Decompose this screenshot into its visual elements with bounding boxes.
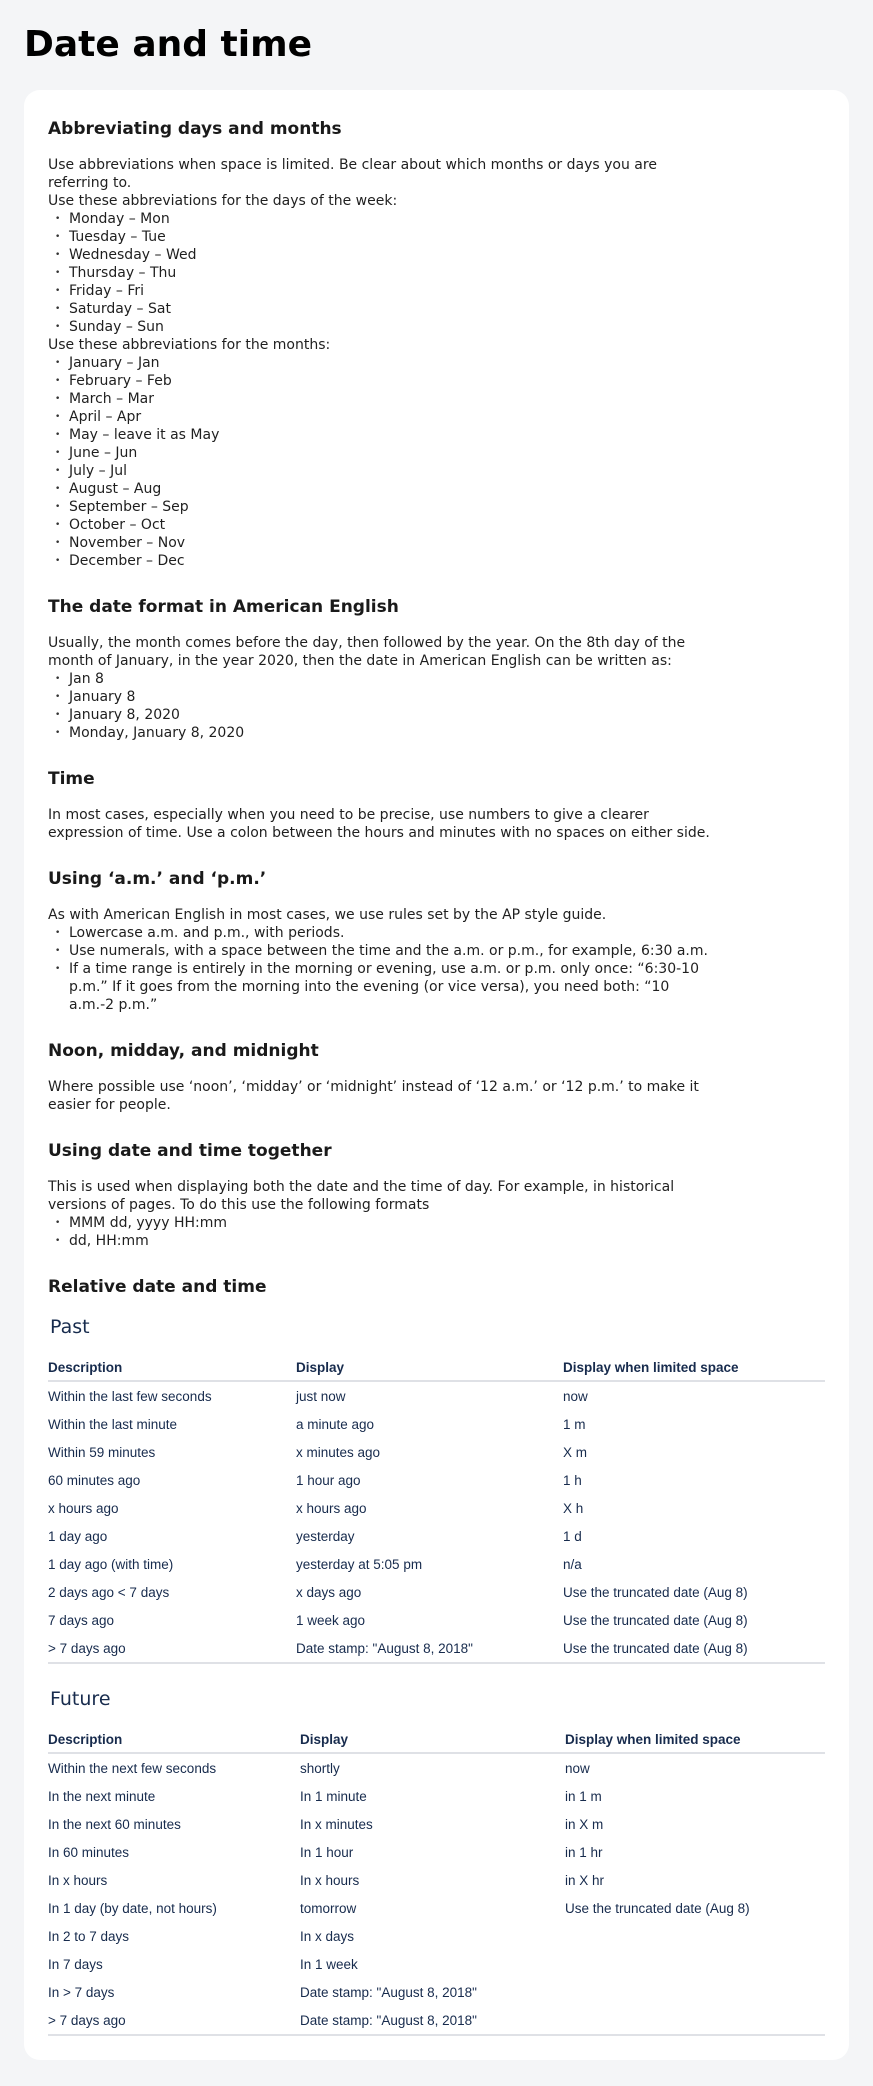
past-table	[48, 1352, 825, 1664]
content-card	[24, 90, 849, 2060]
table-cell	[565, 1922, 825, 1950]
page-title: Date and time	[24, 24, 313, 65]
table-cell: a minute ago	[296, 1416, 375, 1432]
table-cell: now	[565, 1760, 590, 1776]
list-item: • Saturday – Sat	[48, 300, 715, 318]
table-row	[48, 2006, 825, 2035]
table-row	[48, 1838, 825, 1866]
list-item: • May – leave it as May	[48, 426, 715, 444]
table-cell: 60 minutes ago	[48, 1472, 141, 1488]
list-item: • January – Jan	[48, 354, 715, 372]
table-row	[48, 1381, 825, 1410]
paragraph: Use abbreviations when space is limited. Be clear about which months or days you are referring to.	[48, 157, 657, 191]
list-item: • Monday, January 8, 2020	[48, 724, 715, 742]
table-cell: In x minutes	[300, 1816, 373, 1832]
table-cell: yesterday at 5:05 pm	[296, 1556, 423, 1572]
table-cell: Use the truncated date (Aug 8)	[563, 1584, 748, 1600]
list-item: • June – Jun	[48, 444, 715, 462]
table-cell: x minutes ago	[296, 1444, 381, 1460]
table-cell: 1 m	[563, 1416, 586, 1432]
future-table-title: Future	[50, 1688, 111, 1710]
column-header: Display when limited space	[563, 1352, 825, 1381]
table-row	[48, 1494, 825, 1522]
table-row	[48, 1634, 825, 1663]
table-cell: Within the last minute	[48, 1416, 178, 1432]
table-cell: Use the truncated date (Aug 8)	[565, 1900, 750, 1916]
table-cell: Within the last few seconds	[48, 1388, 212, 1404]
list-item: • Lowercase a.m. and p.m., with periods.	[48, 924, 715, 942]
table-cell	[565, 1978, 825, 2006]
table-row	[48, 1950, 825, 1978]
column-header: Description	[48, 1724, 300, 1753]
list-item: • October – Oct	[48, 516, 715, 534]
table-row	[48, 1978, 825, 2006]
section-abbreviations	[48, 118, 825, 570]
section-am-pm	[48, 868, 825, 1014]
table-cell: In x days	[300, 1928, 355, 1944]
list-item: • Wednesday – Wed	[48, 246, 715, 264]
section-date-time-together	[48, 1140, 825, 1250]
table-cell: yesterday	[296, 1528, 355, 1544]
list-item: • February – Feb	[48, 372, 715, 390]
section-heading: Using date and time together	[48, 1141, 332, 1161]
list-item: • July – Jul	[48, 462, 715, 480]
table-cell: In x hours	[48, 1872, 108, 1888]
section-american-date-format	[48, 596, 825, 742]
future-table	[48, 1724, 825, 2036]
table-cell: In 1 minute	[300, 1788, 367, 1804]
table-row	[48, 1410, 825, 1438]
table-cell: 2 days ago < 7 days	[48, 1584, 170, 1600]
date-format-list	[48, 670, 825, 742]
table-row	[48, 1894, 825, 1922]
list-item: • dd, HH:mm	[48, 1232, 715, 1250]
table-cell: n/a	[563, 1556, 582, 1572]
section-relative	[48, 1276, 825, 1298]
table-cell: In 7 days	[48, 1956, 103, 1972]
table-cell: Date stamp: "August 8, 2018"	[300, 1984, 477, 2000]
list-item: • December – Dec	[48, 552, 715, 570]
paragraph: Use these abbreviations for the days of the week:	[48, 193, 398, 209]
am-pm-list	[48, 924, 825, 1014]
months-list	[48, 354, 825, 570]
table-cell: x hours ago	[296, 1500, 367, 1516]
table-row	[48, 1438, 825, 1466]
list-item: • Thursday – Thu	[48, 264, 715, 282]
table-cell: x days ago	[296, 1584, 362, 1600]
column-header: Display when limited space	[565, 1724, 825, 1753]
table-cell: 1 hour ago	[296, 1472, 361, 1488]
table-cell: Within the next few seconds	[48, 1760, 217, 1776]
table-cell: > 7 days ago	[48, 2006, 300, 2035]
column-header: Display	[300, 1724, 565, 1753]
table-cell: 1 day ago	[48, 1528, 108, 1544]
table-cell: Date stamp: "August 8, 2018"	[300, 2006, 565, 2035]
table-header-row	[48, 1724, 825, 1753]
table-cell: In 1 hour	[300, 1844, 354, 1860]
table-cell: In the next 60 minutes	[48, 1816, 181, 1832]
table-row	[48, 1466, 825, 1494]
table-cell: In 1 day (by date, not hours)	[48, 1900, 217, 1916]
section-heading: Time	[48, 769, 95, 789]
table-row	[48, 1866, 825, 1894]
list-item: • September – Sep	[48, 498, 715, 516]
table-cell: shortly	[300, 1760, 340, 1776]
table-cell: 1 week ago	[296, 1612, 366, 1628]
column-header: Display	[296, 1352, 563, 1381]
table-cell: In x hours	[300, 1872, 360, 1888]
table-row	[48, 1810, 825, 1838]
list-item: • MMM dd, yyyy HH:mm	[48, 1214, 715, 1232]
table-row	[48, 1578, 825, 1606]
table-cell: x hours ago	[48, 1500, 119, 1516]
table-cell: In 1 week	[300, 1956, 358, 1972]
table-cell: just now	[296, 1388, 346, 1404]
table-cell: Date stamp: "August 8, 2018"	[296, 1634, 563, 1663]
format-list	[48, 1214, 825, 1250]
past-table-title: Past	[50, 1316, 90, 1338]
table-cell: In > 7 days	[48, 1984, 115, 2000]
table-row	[48, 1550, 825, 1578]
table-cell: > 7 days ago	[48, 1634, 296, 1663]
table-cell: In the next minute	[48, 1788, 156, 1804]
table-cell: 1 h	[563, 1472, 582, 1488]
paragraph: As with American English in most cases, we use rules set by the AP style guide.	[48, 907, 607, 923]
table-row	[48, 1922, 825, 1950]
list-item: • Jan 8	[48, 670, 715, 688]
section-heading: Relative date and time	[48, 1277, 267, 1297]
days-list	[48, 210, 825, 336]
paragraph: Where possible use ‘noon’, ‘midday’ or ‘midnight’ instead of ‘12 a.m.’ or ‘12 p.m.’ to make it easier for people.	[48, 1079, 699, 1113]
list-item: • March – Mar	[48, 390, 715, 408]
table-row	[48, 1782, 825, 1810]
table-cell: In 2 to 7 days	[48, 1928, 130, 1944]
table-cell: in X hr	[565, 1872, 605, 1888]
list-item: • Friday – Fri	[48, 282, 715, 300]
list-item: • Sunday – Sun	[48, 318, 715, 336]
column-header: Description	[48, 1352, 296, 1381]
paragraph: Use these abbreviations for the months:	[48, 337, 331, 353]
list-item: • Monday – Mon	[48, 210, 715, 228]
section-heading: Using ‘a.m.’ and ‘p.m.’	[48, 869, 267, 889]
table-cell: X m	[563, 1444, 588, 1460]
table-cell: 7 days ago	[48, 1612, 115, 1628]
table-row	[48, 1522, 825, 1550]
table-cell: In 60 minutes	[48, 1844, 130, 1860]
section-heading: Abbreviating days and months	[48, 119, 342, 139]
table-cell: in 1 hr	[565, 1844, 603, 1860]
paragraph: This is used when displaying both the date and the time of day. For example, in historical versions of pages. To do this use the following formats	[48, 1179, 675, 1213]
paragraph: In most cases, especially when you need to be precise, use numbers to give a clearer expression of time. Use a colon between the hours and minutes with no spaces on either side.	[48, 807, 710, 841]
table-row	[48, 1753, 825, 1782]
list-item: • August – Aug	[48, 480, 715, 498]
paragraph: Usually, the month comes before the day, then followed by the year. On the 8th day of the month of January, in the year 2020, then the date in American English can be written as:	[48, 635, 686, 669]
table-cell: now	[563, 1388, 588, 1404]
table-cell	[565, 2006, 825, 2035]
table-cell: Use the truncated date (Aug 8)	[563, 1612, 748, 1628]
table-cell: X h	[563, 1500, 584, 1516]
section-time	[48, 768, 825, 842]
list-item: • November – Nov	[48, 534, 715, 552]
table-cell: in X m	[565, 1816, 604, 1832]
section-heading: The date format in American English	[48, 597, 399, 617]
table-cell: Within 59 minutes	[48, 1444, 156, 1460]
table-cell	[565, 1950, 825, 1978]
table-cell: tomorrow	[300, 1900, 357, 1916]
section-noon-midday-midnight	[48, 1040, 825, 1114]
list-item: • January 8	[48, 688, 715, 706]
table-header-row	[48, 1352, 825, 1381]
section-heading: Noon, midday, and midnight	[48, 1041, 319, 1061]
list-item: • If a time range is entirely in the morning or evening, use a.m. or p.m. only once: “6:30-10 p.m.” If it goes from the morning into the evening (or vice versa), you need both: “10 a.m.-2 p.m.”	[48, 960, 709, 1014]
table-row	[48, 1606, 825, 1634]
table-cell: 1 d	[563, 1528, 582, 1544]
list-item: • Use numerals, with a space between the time and the a.m. or p.m., for example, 6:30 a.m.	[48, 942, 769, 960]
table-cell: in 1 m	[565, 1788, 602, 1804]
list-item: • January 8, 2020	[48, 706, 715, 724]
list-item: • April – Apr	[48, 408, 715, 426]
table-cell: Use the truncated date (Aug 8)	[563, 1634, 825, 1663]
table-cell: 1 day ago (with time)	[48, 1556, 174, 1572]
list-item: • Tuesday – Tue	[48, 228, 715, 246]
